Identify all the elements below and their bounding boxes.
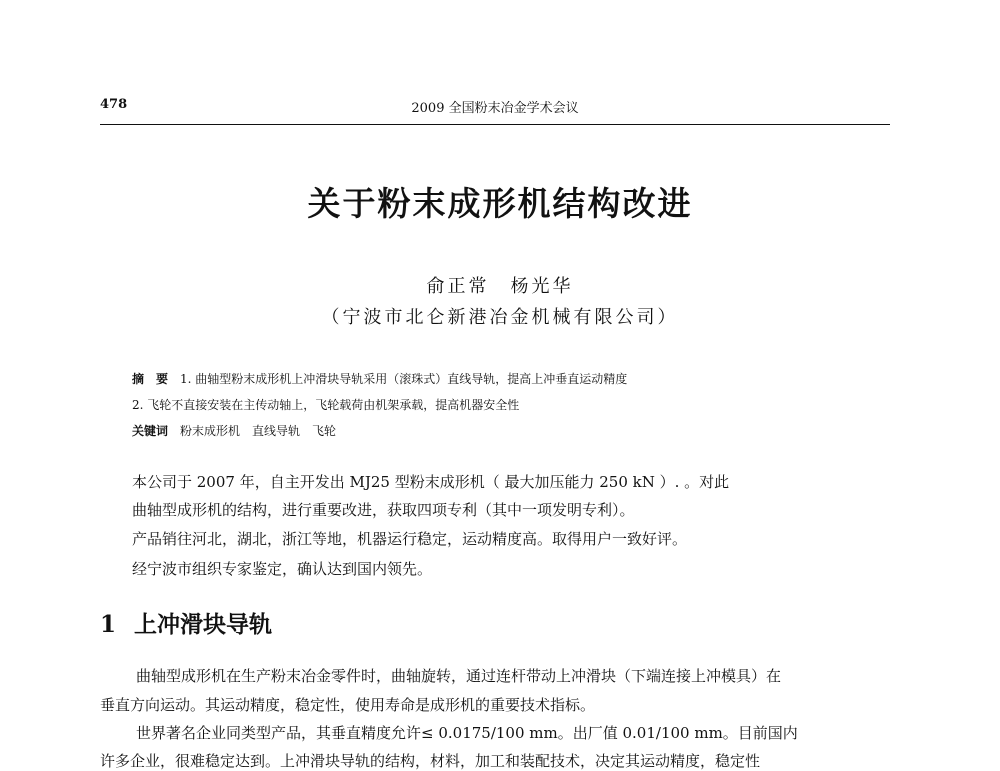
intro-line-3: 产品销往河北，湖北，浙江等地，机器运行稳定，运动精度高。取得用户一致好评。 [132,530,688,548]
abstract-text-1: 1. 曲轴型粉末成形机上冲滑块导轨采用（滚珠式）直线导轨，提高上冲垂直运动精度 [180,372,628,386]
intro-line-4: 经宁波市组织专家鉴定，确认达到国内领先。 [132,560,433,578]
intro-line-1: 本公司于 2007 年，自主开发出 MJ25 型粉末成形机（ 最大加压能力 250 kN ）. 。对此 [132,473,730,491]
header-rule [100,124,890,125]
keywords-line [132,422,336,439]
section-title: 上冲滑块导轨 [134,611,273,638]
section-1-line-2: 垂直方向运动。其运动精度，稳定性，使用寿命是成形机的重要技术指标。 [100,696,596,714]
section-1-heading [100,606,272,639]
affiliation: （宁波市北仑新港冶金机械有限公司） [321,307,679,328]
keywords-label: 关键词 [132,424,169,438]
abstract-label: 摘 要 [132,372,169,386]
abstract-line-1 [132,370,627,387]
intro-line-2: 曲轴型成形机的结构，进行重要改进，获取四项专利（其中一项发明专利）。 [132,501,635,519]
paper-title: 关于粉末成形机结构改进 [307,184,693,223]
section-number: 1 [100,611,117,638]
page-header [100,97,890,121]
section-1-line-3: 世界著名企业同类型产品，其垂直精度允许≤ 0.0175/100 mm。出厂值 0.01/100 mm。目前国内 [136,724,798,742]
section-1-line-4: 许多企业，很难稳定达到。上冲滑块导轨的结构，材料，加工和装配技术，决定其运动精度，稳定性 [100,752,761,770]
running-head: 2009 全国粉末冶金学术会议 [411,101,579,116]
section-1-line-1: 曲轴型成形机在生产粉末冶金零件时，曲轴旋转，通过连杆带动上冲滑块（下端连接上冲模具）在 [136,667,782,685]
keywords-text: 粉末成形机 直线导轨 飞轮 [180,424,337,438]
authors: 俞正常 杨光华 [426,276,574,297]
page-number: 478 [100,97,128,112]
abstract-line-2: 2. 飞轮不直接安装在主传动轴上，飞轮载荷由机架承载，提高机器安全性 [132,398,520,412]
